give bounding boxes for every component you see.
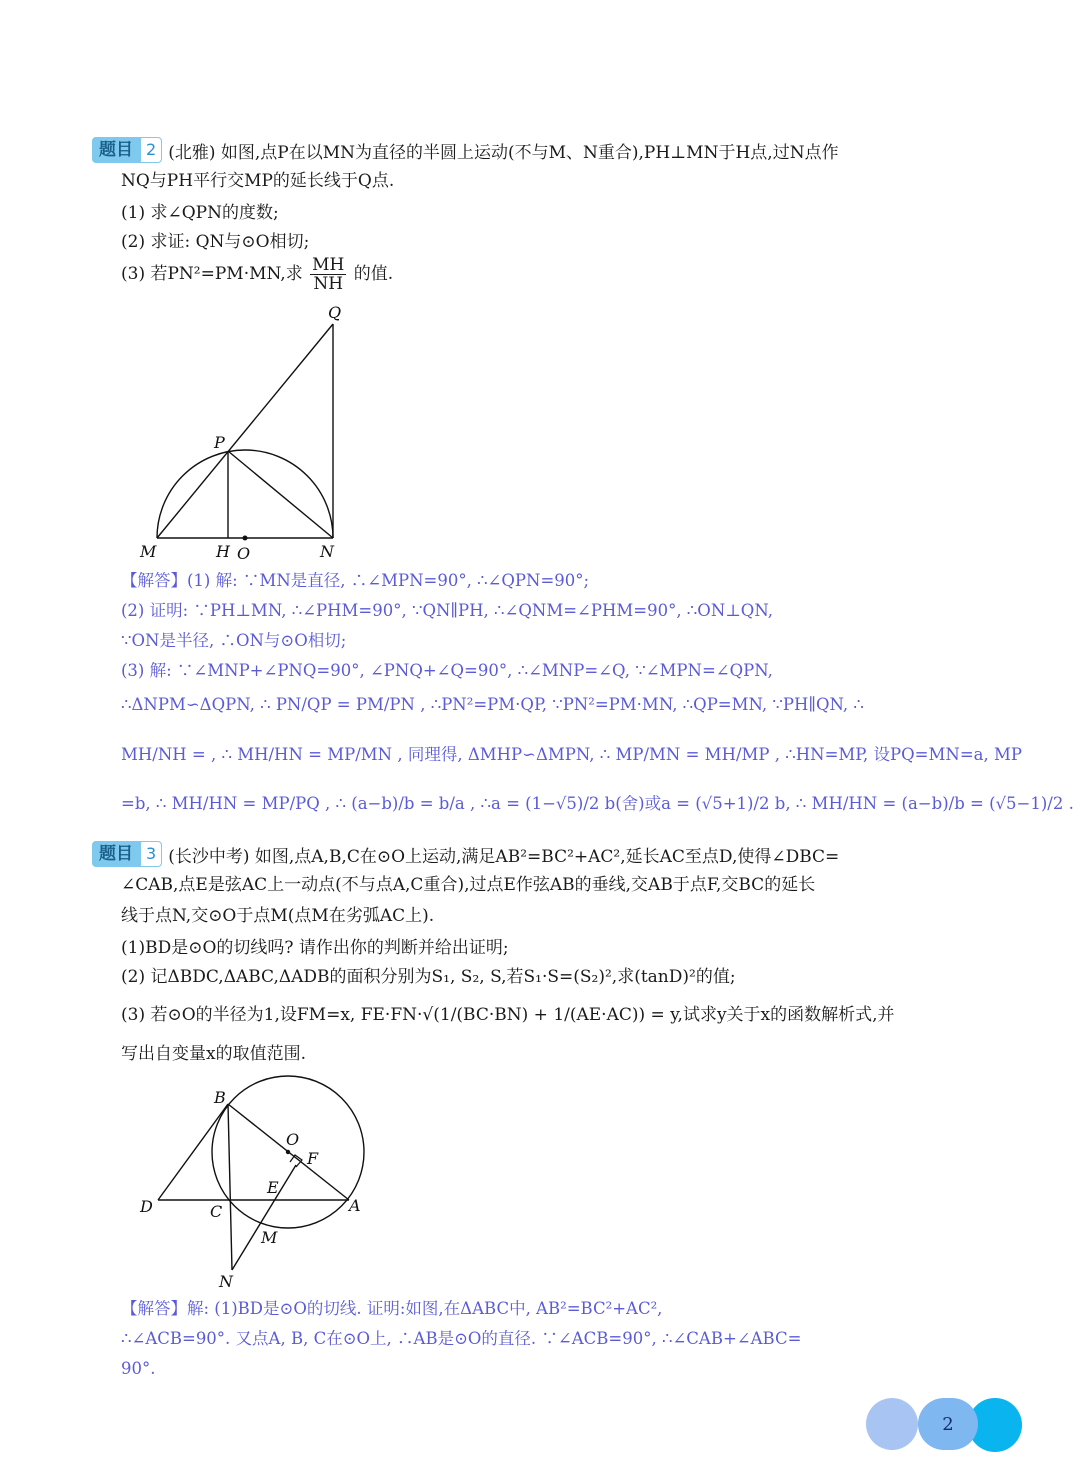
figure-circle	[130, 1075, 380, 1295]
segment-PN	[228, 451, 333, 538]
solution-2-line-4: (3) 解: ∵∠MNP+∠PNQ=90°, ∠PNQ+∠Q=90°, ∴∠MNP=∠Q, ∵∠MPN=∠QPN,	[121, 661, 773, 680]
problem-3-q2: (2) 记ΔBDC,ΔABC,ΔADB的面积分别为S₁, S₂, S,若S₁·S=(S₂)²,求(tanD)²的值;	[121, 967, 736, 987]
problem-tag	[92, 137, 162, 163]
label-B: B	[214, 1088, 226, 1107]
problem-tag	[92, 841, 162, 867]
solution-3-line-2: ∴∠ACB=90°. 又点A, B, C在⊙O上, ∴AB是⊙O的直径. ∵∠ACB=90°, ∴∠CAB+∠ABC=	[121, 1329, 802, 1348]
q3-fraction	[310, 256, 346, 293]
label-D: D	[140, 1197, 153, 1216]
problem-tag-number: 3	[140, 841, 162, 867]
problem-3-q1: (1)BD是⊙O的切线吗? 请作出你的判断并给出证明;	[121, 938, 509, 958]
label-N: N	[219, 1272, 233, 1291]
problem-2-line-1: (北雅) 如图,点P在以MN为直径的半圆上运动(不与M、N重合),PH⊥MN于H点,过N点作	[168, 142, 839, 163]
problem-2-line-2: NQ与PH平行交MP的延长线于Q点.	[121, 171, 395, 191]
q3-suffix: 的值.	[353, 264, 394, 284]
problem-tag-label: 题目	[92, 841, 140, 867]
label-Q: Q	[328, 303, 342, 322]
solution-2-line-3: ∵ON是半径, ∴ON与⊙O相切;	[121, 631, 347, 650]
semicircle-arc	[157, 450, 333, 538]
q3-frac-num: MH	[312, 255, 345, 275]
solution-3-line-1: 【解答】解: (1)BD是⊙O的切线. 证明:如图,在ΔABC中, AB²=BC²+AC²,	[121, 1299, 663, 1318]
solution-2-line-5: ∴ΔNPM∽ΔQPN, ∴ PN/QP = PM/PN , ∴PN²=PM·QP, ∵PN²=PM·MN, ∴QP=MN, ∵PH∥QN, ∴	[121, 695, 864, 714]
solution-2-line-7: =b, ∴ MH/HN = MP/PQ , ∴ (a−b)/b = b/a , ∴a = (1−√5)/2 b(舍)或a = (√5+1)/2 b, ∴ MH/HN = (a−b)/b = (√5−1)/2 .	[121, 794, 1074, 813]
label-F: F	[307, 1149, 319, 1168]
problem-3-q3-cont: 写出自变量x的取值范围.	[121, 1044, 306, 1064]
segment-FN	[232, 1165, 296, 1270]
segment-BN	[228, 1104, 232, 1270]
problem-3-q3: (3) 若⊙O的半径为1,设FM=x, FE·FN·√(1/(BC·BN) + 1/(AE·AC)) = y,试求y关于x的函数解析式,并	[121, 1005, 895, 1025]
center-O	[243, 536, 248, 541]
label-E: E	[267, 1178, 279, 1197]
problem-3-line-1: (长沙中考) 如图,点A,B,C在⊙O上运动,满足AB²=BC²+AC²,延长AC至点D,使得∠DBC=	[168, 846, 840, 867]
center-O	[286, 1150, 290, 1154]
page-number: 2	[918, 1398, 978, 1450]
label-M: M	[140, 542, 157, 561]
problem-3-line-3: 线于点N,交⊙O于点M(点M在劣弧AC上).	[121, 906, 435, 926]
label-H: H	[216, 542, 230, 561]
page-badge-left	[866, 1398, 918, 1450]
problem-2-q2: (2) 求证: QN与⊙O相切;	[121, 232, 310, 252]
problem-tag-label: 题目	[92, 137, 140, 163]
label-P: P	[214, 433, 225, 452]
solution-2-line-6: MH/NH = , ∴ MH/HN = MP/MN , 同理得, ΔMHP∽ΔMPN, ∴ MP/MN = MH/MP , ∴HN=MP, 设PQ=MN=a, MP	[121, 745, 1022, 764]
label-C: C	[210, 1202, 223, 1221]
q3-frac-den: NH	[313, 274, 344, 294]
problem-3-heading	[92, 841, 839, 867]
label-O: O	[286, 1130, 300, 1149]
label-A: A	[349, 1196, 361, 1215]
problem-2-heading	[92, 137, 839, 163]
q3-prefix: (3) 若PN²=PM·MN,求	[121, 264, 303, 284]
label-N: N	[320, 542, 334, 561]
problem-tag-number: 2	[140, 137, 162, 163]
segment-DB	[158, 1104, 228, 1200]
problem-2-q1: (1) 求∠QPN的度数;	[121, 203, 279, 223]
solution-3-line-3: 90°.	[121, 1359, 156, 1378]
problem-2-q3	[121, 256, 393, 293]
solution-2-line-2: (2) 证明: ∵PH⊥MN, ∴∠PHM=90°, ∵QN∥PH, ∴∠QNM=∠PHM=90°, ∴ON⊥QN,	[121, 601, 773, 620]
label-O: O	[237, 544, 251, 563]
segment-MQ	[157, 324, 333, 538]
figure-semicircle	[130, 300, 360, 570]
problem-3-line-2: ∠CAB,点E是弦AC上一动点(不与点A,C重合),过点E作弦AB的垂线,交AB于点F,交BC的延长	[121, 875, 816, 895]
label-M: M	[261, 1228, 278, 1247]
solution-2-line-1: 【解答】(1) 解: ∵MN是直径, ∴∠MPN=90°, ∴∠QPN=90°;	[121, 571, 590, 590]
